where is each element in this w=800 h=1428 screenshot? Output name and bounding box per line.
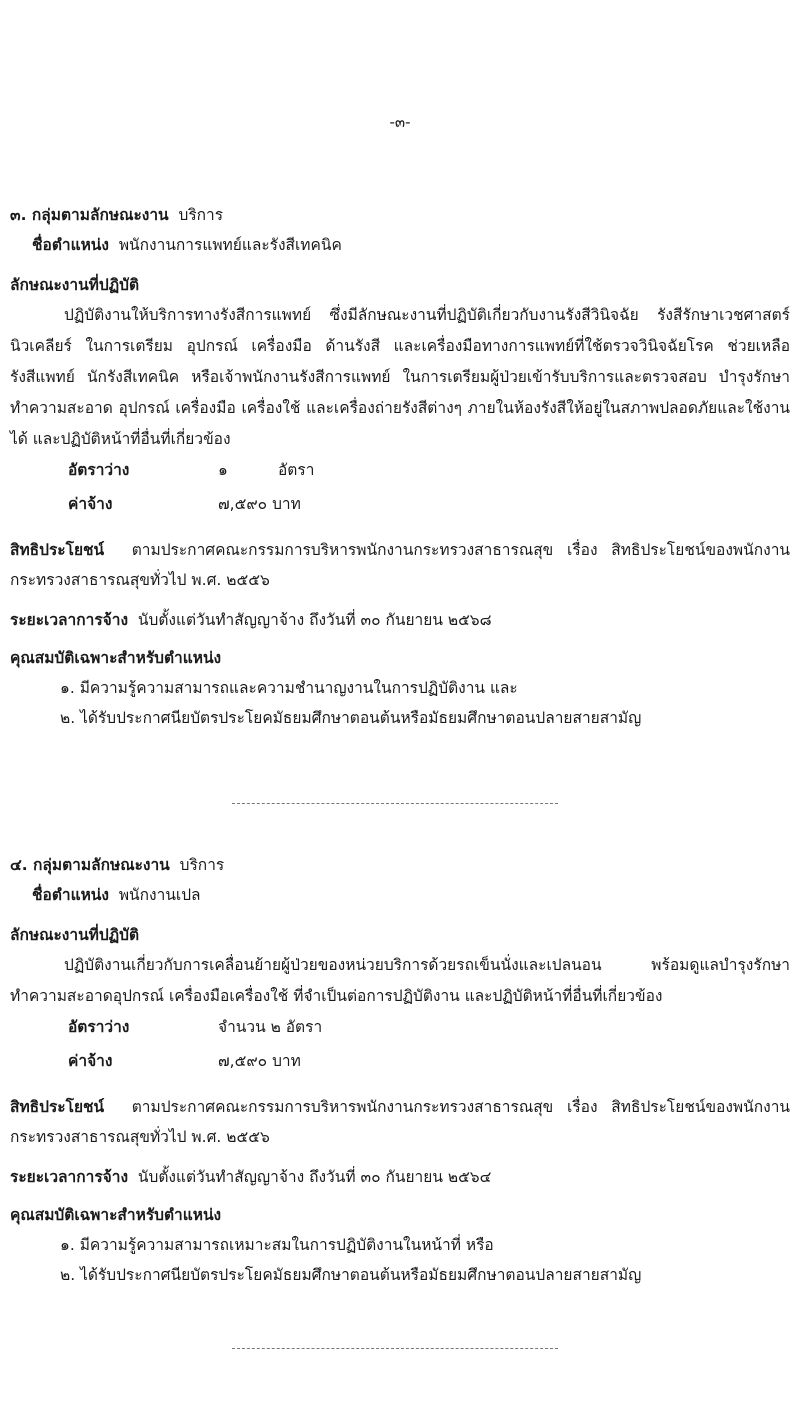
vacancy-line xyxy=(10,1012,790,1042)
benefit-label: สิทธิประโยชน์ xyxy=(10,1098,105,1116)
wage-line xyxy=(10,1046,790,1076)
wage-line xyxy=(10,489,790,519)
period-line xyxy=(10,605,790,635)
qual-heading: คุณสมบัติเฉพาะสำหรับตำแหน่ง xyxy=(10,1206,222,1224)
divider-1 xyxy=(232,803,558,804)
qual-item-2: ๒. ได้รับประกาศนียบัตรประโยคมัธยมศึกษาตอนต้นหรือมัธยมศึกษาตอนปลายสายสามัญ xyxy=(60,709,642,727)
duty-heading: ลักษณะงานที่ปฏิบัติ xyxy=(10,276,140,294)
benefit-text: ตามประกาศคณะกรรมการบริหารพนักงานกระทรวงสาธารณสุข เรื่อง สิทธิประโยชน์ของพนักงานกระทรวงสาธารณสุขทั่วไป พ.ศ. ๒๕๕๖ xyxy=(10,541,790,589)
vacancy-value: จำนวน ๒ อัตรา xyxy=(218,1017,323,1036)
period-label: ระยะเวลาการจ้าง xyxy=(10,611,129,629)
group-label: ๔. กลุ่มตามลักษณะงาน xyxy=(10,856,170,874)
vacancy-line xyxy=(10,455,790,485)
group-line xyxy=(10,200,790,230)
wage-value: ๗,๕๙๐ xyxy=(218,494,268,513)
position-label: ชื่อตำแหน่ง xyxy=(32,886,109,904)
wage-label: ค่าจ้าง xyxy=(68,494,113,513)
position-label: ชื่อตำแหน่ง xyxy=(32,236,109,254)
position-value: พนักงานการแพทย์และรังสีเทคนิค xyxy=(118,236,342,254)
qual-item-1: ๑. มีความรู้ความสามารถเหมาะสมในการปฏิบัติงานในหน้าที่ หรือ xyxy=(60,1236,494,1254)
benefit-block xyxy=(10,1092,790,1152)
vacancy-value: ๑ xyxy=(218,460,228,479)
position-line xyxy=(10,880,790,910)
qual-item-2: ๒. ได้รับประกาศนียบัตรประโยคมัธยมศึกษาตอนต้นหรือมัธยมศึกษาตอนปลายสายสามัญ xyxy=(60,1266,642,1284)
vacancy-unit: อัตรา xyxy=(278,460,315,479)
benefit-block xyxy=(10,535,790,595)
position-value: พนักงานเปล xyxy=(118,886,201,904)
duty-heading: ลักษณะงานที่ปฏิบัติ xyxy=(10,926,140,944)
divider-2 xyxy=(232,1348,558,1349)
benefit-text: ตามประกาศคณะกรรมการบริหารพนักงานกระทรวงสาธารณสุข เรื่อง สิทธิประโยชน์ของพนักงานกระทรวงสาธารณสุขทั่วไป พ.ศ. ๒๕๕๖ xyxy=(10,1098,790,1146)
vacancy-label: อัตราว่าง xyxy=(68,1017,130,1036)
period-text: นับตั้งแต่วันทำสัญญาจ้าง ถึงวันที่ ๓๐ กันยายน ๒๕๖๘ xyxy=(137,611,492,629)
wage-unit: บาท xyxy=(272,1051,301,1070)
qual-heading: คุณสมบัติเฉพาะสำหรับตำแหน่ง xyxy=(10,649,222,667)
group-line xyxy=(10,850,790,880)
period-text: นับตั้งแต่วันทำสัญญาจ้าง ถึงวันที่ ๓๐ กันยายน ๒๕๖๔ xyxy=(137,1168,492,1186)
group-value: บริการ xyxy=(179,856,225,874)
job-section-4 xyxy=(10,850,790,1290)
wage-value: ๗,๕๙๐ xyxy=(218,1051,268,1070)
group-label: ๓. กลุ่มตามลักษณะงาน xyxy=(10,206,169,224)
vacancy-label: อัตราว่าง xyxy=(68,460,130,479)
duty-text: ปฏิบัติงานเกี่ยวกับการเคลื่อนย้ายผู้ป่วยของหน่วยบริการด้วยรถเข็นนั่งและเปลนอน พร้อมดูแลบำรุงรักษา ทำความสะอาดอุปกรณ์ เครื่องมือเครื่องใช้ ที่จำเป็นต่อการปฏิบัติงาน และปฏิบัติหน้าที่อื่นที่เกี่ยวข้อง xyxy=(10,956,790,1005)
period-label: ระยะเวลาการจ้าง xyxy=(10,1168,129,1186)
wage-label: ค่าจ้าง xyxy=(68,1051,113,1070)
period-line xyxy=(10,1162,790,1192)
page-number: -๓- xyxy=(389,113,411,131)
position-line xyxy=(10,230,790,260)
wage-unit: บาท xyxy=(272,494,301,513)
job-section-3 xyxy=(10,200,790,733)
qual-item-1: ๑. มีความรู้ความสามารถและความชำนาญงานในการปฏิบัติงาน และ xyxy=(60,679,518,697)
benefit-label: สิทธิประโยชน์ xyxy=(10,541,105,559)
group-value: บริการ xyxy=(178,206,224,224)
duty-text: ปฏิบัติงานให้บริการทางรังสีการแพทย์ ซึ่งมีลักษณะงานที่ปฏิบัติเกี่ยวกับงานรังสีวินิจฉัย รังสีรักษาเวชศาสตร์นิวเคลียร์ ในการเตรียม อุปกรณ์ เครื่องมือ ด้านรังสี และเครื่องมือทางการแพทย์ที่ใช้ตรวจวินิจฉัยโรค ช่วยเหลือรังสีแพทย์ นักรังสีเทคนิค หรือเจ้าพนักงานรังสีการแพทย์ ในการเตรียมผู้ป่วยเข้ารับบริการและตรวจสอบ บำรุงรักษาทำความสะอาด อุปกรณ์ เครื่องมือ เครื่องใช้ และเครื่องถ่ายรังสีต่างๆ ภายในห้องรังสีให้อยู่ในสภาพปลอดภัยและใช้งานได้ และปฏิบัติหน้าที่อื่นที่เกี่ยวข้อง xyxy=(10,306,790,448)
